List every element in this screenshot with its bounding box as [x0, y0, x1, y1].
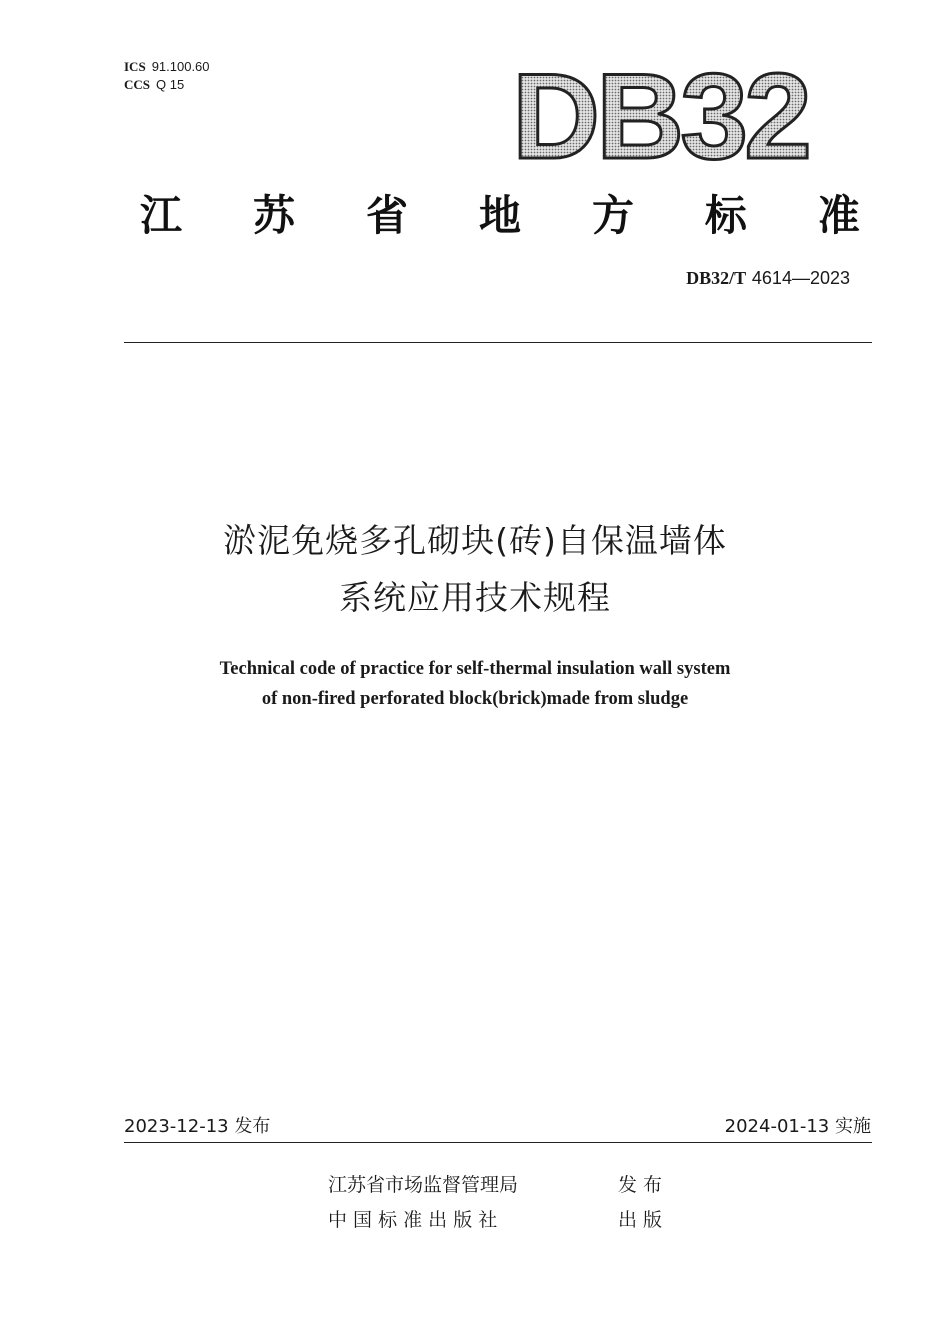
- province-title-char: 江: [140, 191, 183, 240]
- ccs-value: Q 15: [156, 77, 185, 92]
- province-title-char: 苏: [252, 191, 295, 240]
- chinese-title-line-2: 系统应用技术规程: [339, 578, 611, 617]
- issue-date: 2023-12-13 发布: [124, 1116, 271, 1137]
- ics-label: ICS: [124, 59, 146, 74]
- ccs-label: CCS: [124, 77, 151, 92]
- issuer-action: 发 布: [618, 1174, 663, 1196]
- press-row: [328, 1203, 662, 1238]
- db32-logo-text: DB32: [512, 48, 808, 180]
- issuer-row: [328, 1168, 662, 1203]
- press-action: 出 版: [618, 1209, 663, 1231]
- issuer-organization: 江苏省市场监督管理局: [328, 1174, 519, 1196]
- footer-divider: [124, 1142, 872, 1143]
- english-title-line-2: of non-fired perforated block(brick)made from sludge: [261, 689, 689, 709]
- header-divider: [124, 342, 872, 343]
- implementation-date: 2024-01-13 实施: [724, 1116, 871, 1137]
- ics-row: [124, 58, 210, 76]
- ics-value: 91.100.60: [151, 59, 210, 74]
- province-title-char: 方: [591, 191, 634, 240]
- db32-logo: [500, 40, 820, 180]
- standard-number: [686, 268, 850, 289]
- standard-number-value: 4614—2023: [751, 268, 850, 288]
- province-standard-title: [140, 186, 860, 246]
- province-title-char: 省: [365, 191, 408, 240]
- classification-codes: [124, 58, 210, 94]
- press-organization: 中 国 标 准 出 版 社: [328, 1209, 498, 1231]
- english-title-line-1: Technical code of practice for self-thermal insulation wall system: [219, 659, 731, 679]
- standard-number-prefix: DB32/T: [686, 268, 747, 288]
- publisher-block: [328, 1168, 662, 1238]
- province-title-char: 准: [817, 191, 860, 240]
- chinese-title-line-1: 淤泥免烧多孔砌块(砖)自保温墙体: [223, 521, 727, 560]
- ccs-row: [124, 76, 210, 94]
- province-title-char: 地: [478, 191, 521, 240]
- province-title-char: 标: [704, 191, 747, 240]
